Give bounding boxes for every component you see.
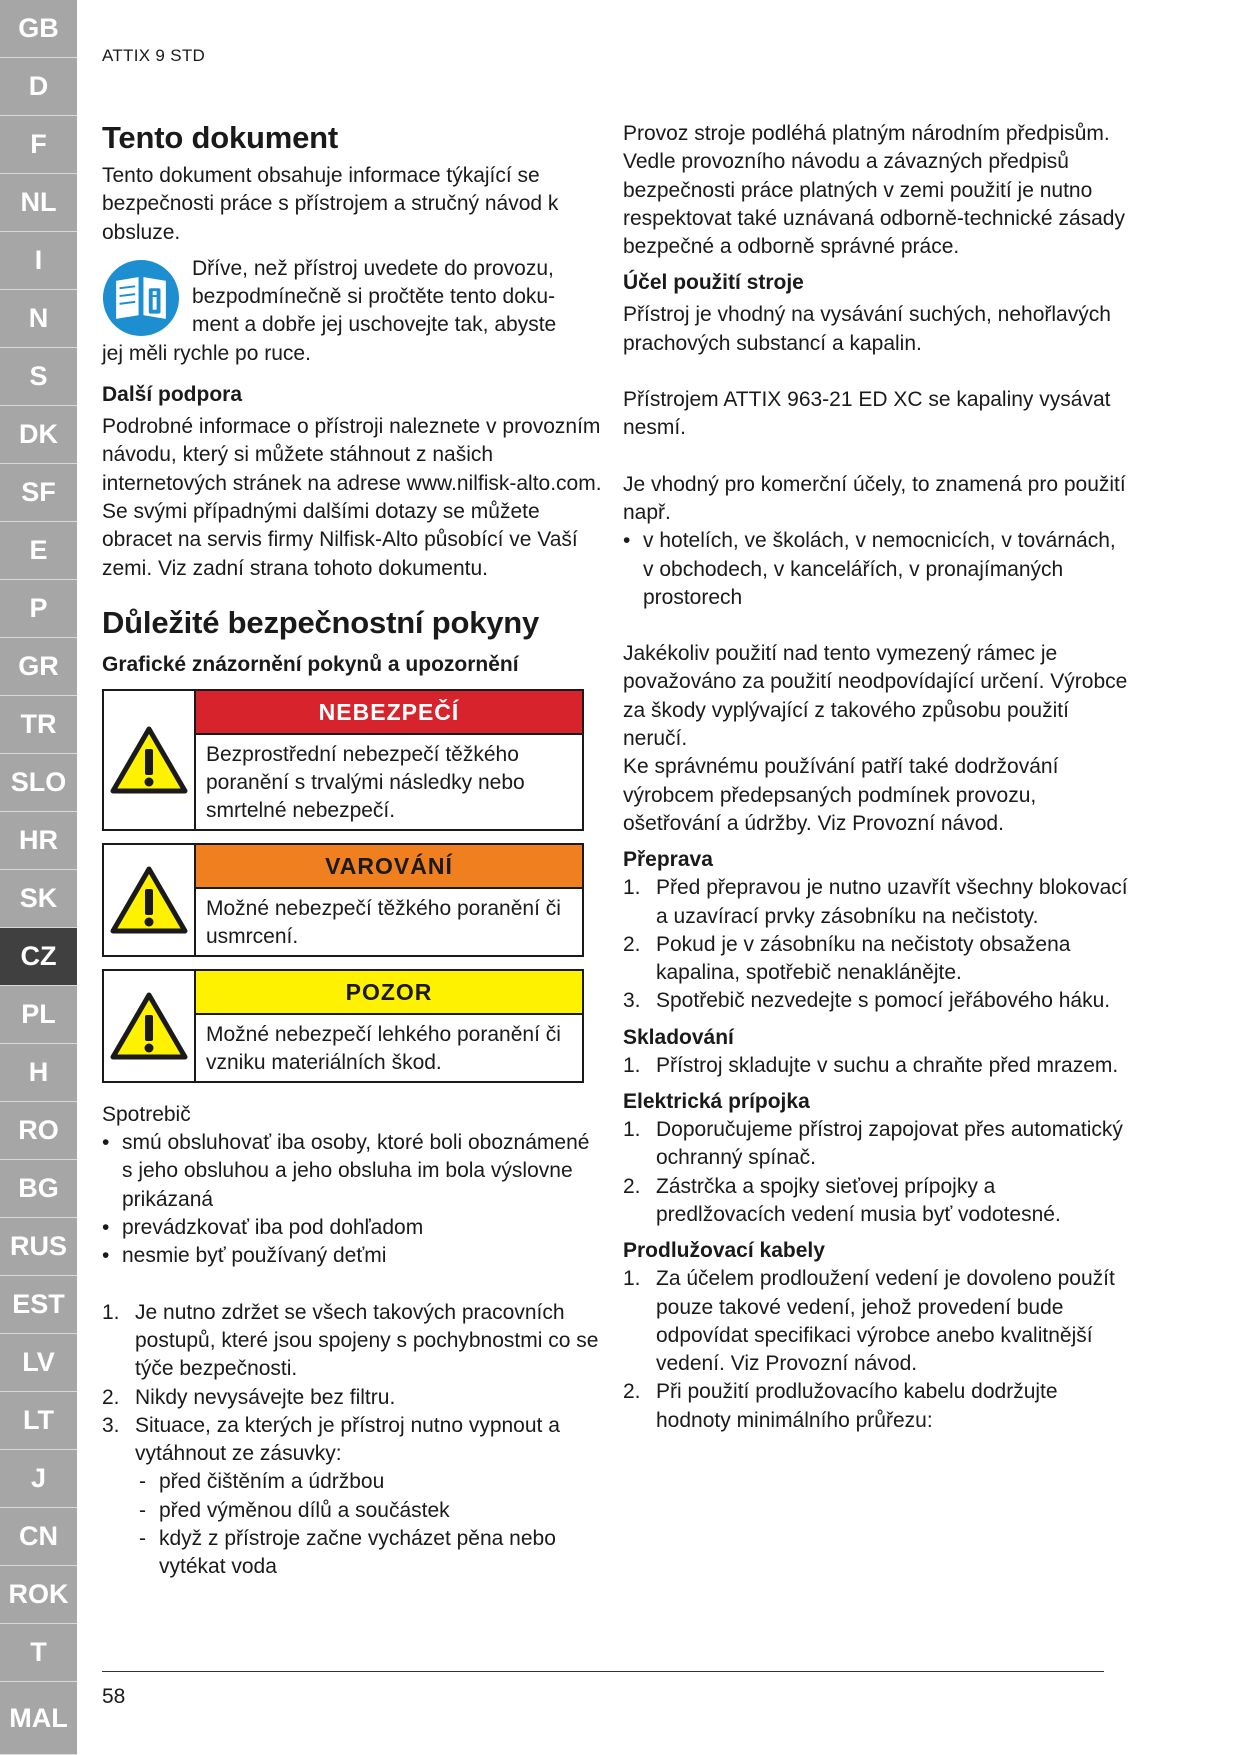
hazard-warning-label: VAROVÁNÍ [196,845,582,889]
tab-sf[interactable]: SF [0,464,77,522]
list-item: 1. Přístroj skladujte v suchu a chraňte před mrazem. [623,1053,1119,1077]
purpose-text-3: Je vhodný pro komerční účely, to znamená pro použití např. [623,472,1126,524]
list-item: 2. Zástrčka a spojky sieťovej prípojky a predlžovacích vedení musia byť vodotesné. [623,1174,1061,1226]
document-header: ATTIX 9 STD [102,46,206,65]
support-text-2: Se svými případnými dalšími dotazy se můžete obracet na servis firmy Nilfisk-Alto působící ve Vaší zemi. Viz zadní strana tohoto dokumentu. [102,499,578,580]
support-text: Podrobné informace o přístroji naleznete v provozním návodu, který si můžete stáhnout z našich internetových stránek na adrese www.nilfisk-alto.com. [102,415,602,495]
list-item: - před výměnou dílů a součástek [102,1497,602,1525]
footer-divider [102,1671,1104,1672]
tab-s[interactable]: S [0,348,77,406]
purpose-list [623,527,1128,612]
tab-d[interactable]: D [0,58,77,116]
left-column [102,120,602,1582]
list-item: 2. Při použití prodlužovacího kabelu dodržujte hodnoty minimálního průřezu: [623,1380,1058,1432]
list-item: 1. Za účelem prodloužení vedení je dovoleno použít pouze takové vedení, jehož provedení bude odpovídat specifikaci výrobce anebo kvalitnější vedení. Viz Provozní návod. [623,1267,1115,1376]
transport-list [623,874,1128,1015]
tab-sk[interactable]: SK [0,870,77,928]
tab-j[interactable]: J [0,1450,77,1508]
right-column [623,120,1128,1435]
tab-dk[interactable]: DK [0,406,77,464]
list-item: 3. Spotřebič nezvedejte s pomocí jeřábového háku. [623,989,1111,1013]
tab-p[interactable]: P [0,580,77,638]
extension-heading: Prodlužovací kabely [623,1239,825,1263]
purpose-text: Přístroj je vhodný na vysávání suchých, nehořlavých prachových substancí a kapalin. [623,303,1111,355]
purpose-heading: Účel použití stroje [623,271,804,295]
hazard-warning-text: Možné nebezpečí těžkého poranění či usmrcení. [206,896,561,948]
tab-n[interactable]: N [0,290,77,348]
list-item: - před čištěním a údržbou [102,1468,602,1496]
tab-gr[interactable]: GR [0,638,77,696]
hazard-caution-text: Možné nebezpečí lehkého poranění či vzniku materiálních škod. [206,1022,561,1074]
info-line-2: bezpodmínečně si pročtěte tento doku- [192,285,556,309]
intro-text: Tento dokument obsahuje informace týkající se bezpečnosti práce s přístrojem a stručný návod k obsluze. [102,164,559,244]
hazard-caution [102,969,584,1083]
tab-f[interactable]: F [0,116,77,174]
tab-mal[interactable]: MAL [0,1682,77,1755]
purpose-text-5: Ke správnému používání patří také dodržování výrobcem předepsaných podmínek provozu, ošetřování a údržby. Viz Provozní návod. [623,755,1059,835]
list-item: • prevádzkovať iba pod dohľadom [102,1214,602,1242]
read-manual-icon [102,259,180,337]
situations-list [102,1468,602,1581]
spotrebic-label: Spotrebič [102,1102,191,1126]
rules-list [102,1299,602,1469]
warning-triangle-icon [110,865,188,935]
tab-nl[interactable]: NL [0,174,77,232]
tab-t[interactable]: T [0,1624,77,1682]
list-item: 2. Pokud je v zásobníku na nečistoty obsažena kapalina, spotřebič nenaklánějte. [623,932,1071,985]
tab-ro[interactable]: RO [0,1102,77,1160]
hazard-warning [102,843,584,957]
tab-cn[interactable]: CN [0,1508,77,1566]
tab-hr[interactable]: HR [0,812,77,870]
storage-list [623,1052,1128,1080]
purpose-text-4: Jakékoliv použití nad tento vymezený rámec je považováno za použití neodpovídající určení. Výrobce za škody vyplývající z takového způsobu použití neručí. [623,642,1128,751]
list-item: • nesmie byť používaný deťmi [102,1242,602,1270]
graphic-heading: Grafické znázornění pokynů a upozornění [102,652,519,676]
extension-list [623,1265,1128,1435]
purpose-text-2: Přístrojem ATTIX 963-21 ED XC se kapaliny vysávat nesmí. [623,388,1111,440]
electric-heading: Elektrická prípojka [623,1090,810,1114]
tab-est[interactable]: EST [0,1276,77,1334]
hazard-danger-label: NEBEZPEČÍ [196,691,582,735]
hazard-danger-text: Bezprostřední nebezpečí těžkého poranění s trvalými následky nebo smrtelné nebezpečí. [206,742,525,822]
list-item: 1. Je nutno zdržet se všech takových pracovních postupů, které jsou spojeny s pochybnostmi co se týče bezpečnosti. [102,1300,599,1381]
warning-triangle-icon [110,725,188,795]
tab-rok[interactable]: ROK [0,1566,77,1624]
tab-e[interactable]: E [0,522,77,580]
info-line-1: Dříve, než přístroj uvedete do provozu, [192,256,554,280]
support-heading: Další podpora [102,383,243,407]
hazard-danger [102,689,584,831]
tab-bg[interactable]: BG [0,1160,77,1218]
tab-gb[interactable]: GB [0,0,77,58]
regulation-text: Provoz stroje podléhá platným národním předpisům. [623,122,1110,145]
list-item: • v hotelích, ve školách, v nemocnicích, v továrnách, v obchodech, v kancelářích, v pronajímaných prostorech [623,527,1128,612]
section-title-safety: Důležité bezpečnostní pokyny [102,604,540,640]
regulation-text-2: Vedle provozního návodu a závazných předpisů bezpečnosti práce platných v zemi použití je nutno respektovat také uznávaná odborně-technické zásady bezpečné a odborně správné práce. [623,150,1125,259]
tab-tr[interactable]: TR [0,696,77,754]
info-line-4: jej měli rychle po ruce. [102,341,311,365]
tab-pl[interactable]: PL [0,986,77,1044]
language-tabs [0,0,77,1755]
tab-rus[interactable]: RUS [0,1218,77,1276]
list-item: 3. Situace, za kterých je přístroj nutno vypnout a vytáhnout ze zásuvky: [102,1413,560,1466]
list-item: 2. Nikdy nevysávejte bez filtru. [102,1385,396,1409]
list-item: 1. Před přepravou je nutno uzavřít všechny blokovací a uzavírací prvky zásobníku na nečistoty. [623,876,1128,928]
list-item: 1. Doporučujeme přístroj zapojovat přes automatický ochranný spínač. [623,1118,1123,1170]
section-title-document: Tento dokument [102,120,338,155]
spotrebic-list [102,1129,602,1270]
tab-cz[interactable]: CZ [0,928,77,986]
info-block [102,255,602,368]
storage-heading: Skladování [623,1025,734,1049]
tab-lt[interactable]: LT [0,1392,77,1450]
tab-lv[interactable]: LV [0,1334,77,1392]
list-item: - když z přístroje začne vycházet pěna nebo vytékat voda [102,1525,602,1582]
tab-slo[interactable]: SLO [0,754,77,812]
tab-i[interactable]: I [0,232,77,290]
info-line-3: ment a dobře jej uschovejte tak, abyste [192,313,557,337]
tab-h[interactable]: H [0,1044,77,1102]
electric-list [623,1116,1128,1229]
page-number: 58 [102,1685,126,1708]
list-item: • smú obsluhovať iba osoby, ktoré boli oboznámené s jeho obsluhou a jeho obsluha im bola výslovne prikázaná [102,1129,602,1214]
transport-heading: Přeprava [623,848,713,872]
warning-triangle-icon [110,991,188,1061]
hazard-caution-label: POZOR [196,971,582,1015]
